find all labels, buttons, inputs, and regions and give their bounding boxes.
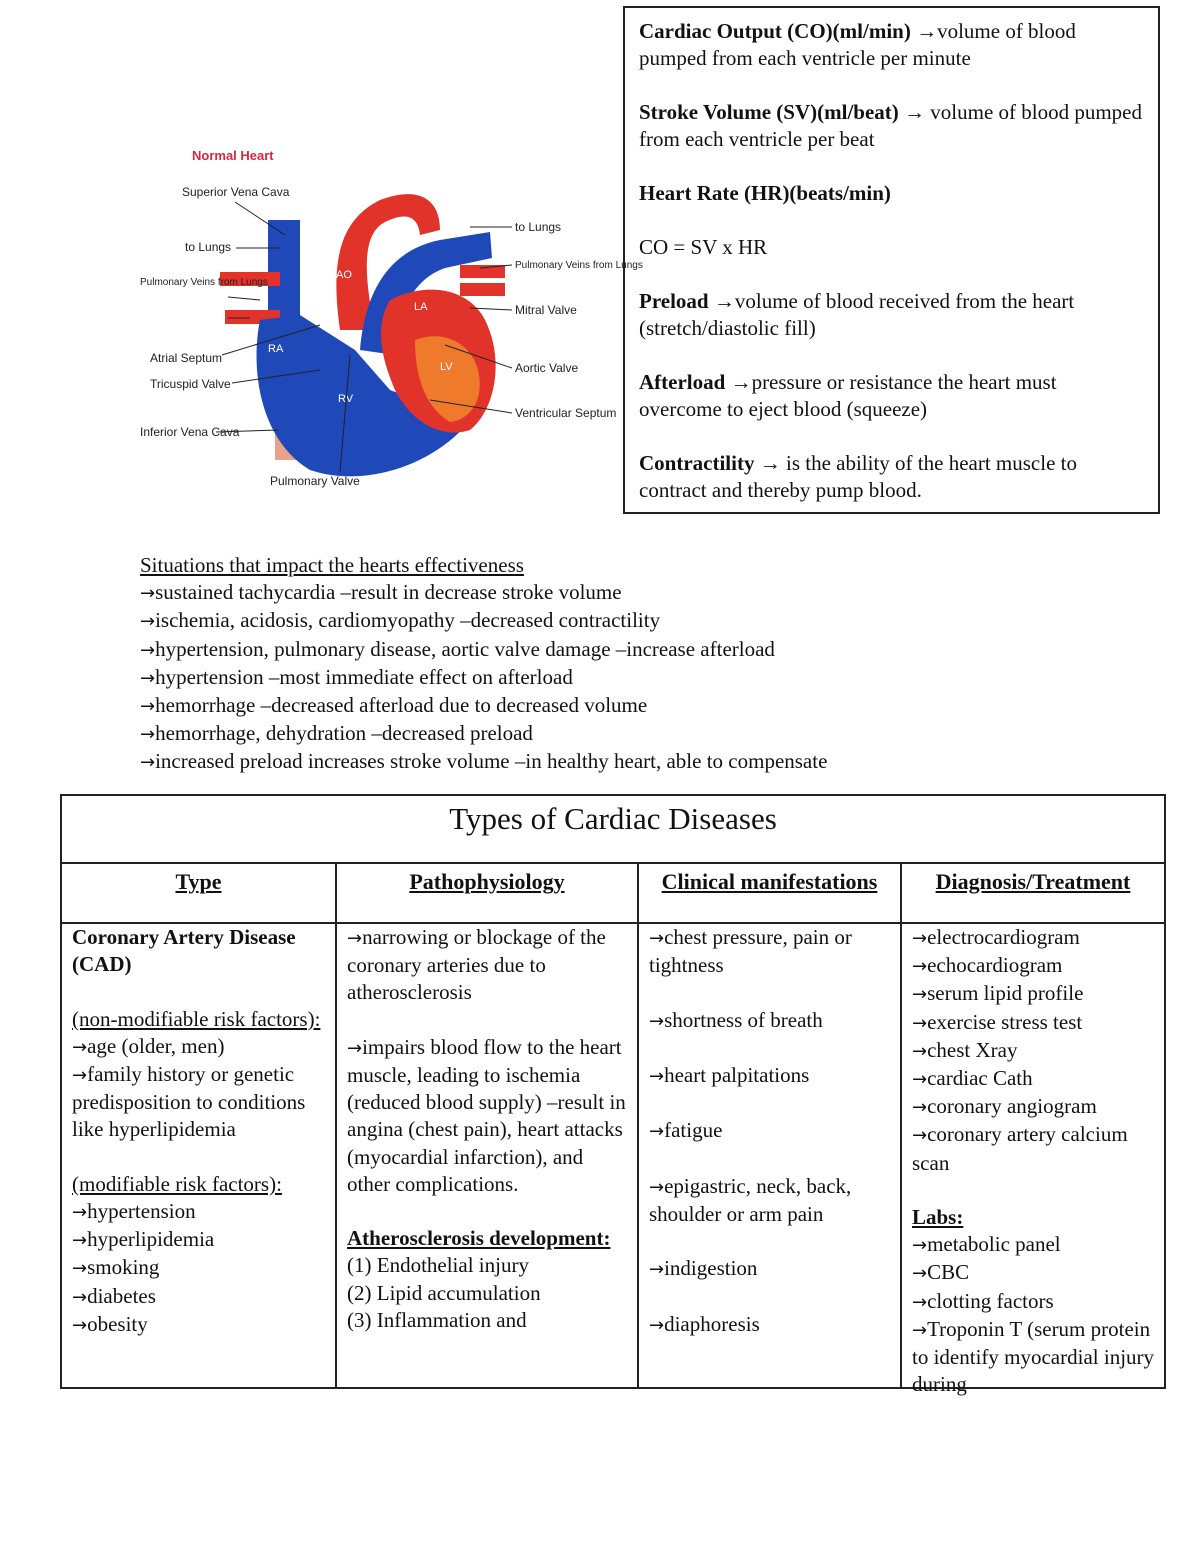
cell-clinical — [639, 924, 900, 1384]
label-to-lungs-right: to Lungs — [515, 220, 562, 234]
cell-diagnosis — [902, 924, 1164, 1397]
definition-hr: Heart Rate (HR)(beats/min) — [639, 181, 891, 205]
label-svc: Superior Vena Cava — [182, 185, 290, 199]
athero-step: (3) Inflammation and — [347, 1307, 527, 1332]
disease-name: Coronary Artery Disease (CAD) — [72, 925, 296, 977]
lab-item: →metabolic panel — [912, 1232, 1061, 1257]
column-clinical — [639, 864, 902, 1387]
lab-item: →Troponin T (serum protein to identify myocardial injury during — [912, 1316, 1155, 1397]
situations-section — [140, 552, 1040, 777]
clinical-item: →epigastric, neck, back, shoulder or arm pain — [649, 1173, 852, 1226]
label-mitral: Mitral Valve — [515, 303, 577, 317]
column-header-pathophysiology: Pathophysiology — [337, 864, 637, 924]
situation-item: →hypertension –most immediate effect on afterload — [140, 664, 573, 689]
label-pa: PA — [378, 253, 392, 265]
patho-item: →impairs blood flow to the heart muscle, leading to ischemia (reduced blood supply) –result in angina (chest pain), heart attacks (myocardial infarction), and other complications. — [347, 1034, 626, 1196]
table-title: Types of Cardiac Diseases — [62, 796, 1164, 864]
heart-diagram-title: Normal Heart — [192, 148, 274, 163]
label-aortic: Aortic Valve — [515, 361, 579, 375]
clinical-item: →heart palpitations — [649, 1062, 810, 1087]
patho-item: →narrowing or blockage of the coronary arteries due to atherosclerosis — [347, 925, 606, 1005]
diagnosis-item: →chest Xray — [912, 1037, 1018, 1062]
diagnosis-item: →electrocardiogram — [912, 925, 1080, 949]
label-lv: LV — [440, 361, 453, 373]
risk-item: →obesity — [72, 1311, 148, 1336]
definitions-box — [623, 6, 1160, 514]
definition-sv: Stroke Volume (SV)(ml/beat) → volume of blood pumped from each ventricle per beat — [639, 100, 1143, 151]
column-header-clinical: Clinical manifestations — [639, 864, 900, 924]
pulmonary-vein-right-1 — [460, 265, 505, 278]
label-ao: AO — [336, 269, 352, 281]
label-rv: RV — [338, 393, 354, 405]
diagnosis-item: →echocardiogram — [912, 953, 1063, 978]
pulmonary-vein-right-2 — [460, 283, 505, 296]
risk-item: →age (older, men) — [72, 1033, 225, 1058]
definition-co: Cardiac Output (CO)(ml/min) →volume of blood pumped from each ventricle per minute — [639, 19, 1076, 70]
nonmod-heading: (non-modifiable risk factors): — [72, 1006, 321, 1031]
situation-item: →hemorrhage –decreased afterload due to decreased volume — [140, 693, 648, 718]
lab-item: →clotting factors — [912, 1288, 1054, 1313]
label-la: LA — [414, 301, 428, 313]
athero-heading: Atherosclerosis development: — [347, 1226, 611, 1251]
cell-pathophysiology — [337, 924, 637, 1384]
column-pathophysiology — [337, 864, 639, 1387]
diagnosis-item: →coronary angiogram — [912, 1094, 1097, 1119]
clinical-item: →indigestion — [649, 1256, 758, 1281]
cardiac-diseases-table — [60, 794, 1166, 1397]
risk-item: →smoking — [72, 1255, 160, 1280]
diagnosis-item: →cardiac Cath — [912, 1066, 1033, 1091]
label-pv-left: Pulmonary Veins from Lungs — [140, 277, 268, 288]
diagnosis-item: →serum lipid profile — [912, 981, 1084, 1006]
column-type — [62, 864, 337, 1387]
situation-item: →hemorrhage, dehydration –decreased preload — [140, 721, 533, 746]
label-to-lungs-left: to Lungs — [185, 240, 232, 254]
athero-step: (2) Lipid accumulation — [347, 1280, 541, 1305]
athero-step: (1) Endothelial injury — [347, 1253, 529, 1278]
label-tricuspid: Tricuspid Valve — [150, 377, 231, 391]
definition-afterload: Afterload →pressure or resistance the heart must overcome to eject blood (squeeze) — [639, 370, 1057, 421]
risk-item: →family history or genetic predisposition to conditions like hyperlipidemia — [72, 1062, 306, 1142]
formula-co: CO = SV x HR — [639, 235, 768, 259]
clinical-item: →fatigue — [649, 1118, 723, 1143]
definition-preload: Preload →volume of blood received from the heart (stretch/diastolic fill) — [639, 289, 1075, 340]
risk-item: →hyperlipidemia — [72, 1227, 215, 1252]
clinical-item: →chest pressure, pain or tightness — [649, 925, 852, 978]
label-ra: RA — [268, 343, 284, 355]
labs-heading: Labs: — [912, 1205, 964, 1230]
cell-type — [62, 924, 335, 1384]
clinical-item: →shortness of breath — [649, 1007, 823, 1032]
risk-item: →hypertension — [72, 1199, 196, 1223]
definition-contractility: Contractility → is the ability of the heart muscle to contract and thereby pump blood. — [639, 451, 1077, 502]
situations-heading: Situations that impact the hearts effectiveness — [140, 553, 524, 577]
label-pv-right: Pulmonary Veins from Lungs — [515, 260, 643, 271]
situation-item: →ischemia, acidosis, cardiomyopathy –decreased contractility — [140, 608, 661, 633]
situation-item: →increased preload increases stroke volume –in healthy heart, able to compensate — [140, 749, 828, 774]
label-ivc: Inferior Vena Cava — [140, 425, 240, 439]
clinical-item: →diaphoresis — [649, 1311, 760, 1336]
label-pulmonary-valve: Pulmonary Valve — [270, 474, 360, 488]
situation-item: →hypertension, pulmonary disease, aortic valve damage –increase afterload — [140, 636, 775, 661]
heart-diagram — [140, 140, 643, 500]
mod-heading: (modifiable risk factors): — [72, 1171, 282, 1196]
label-atrial-septum: Atrial Septum — [150, 351, 223, 365]
diagnosis-item: →coronary artery calcium scan — [912, 1122, 1128, 1175]
column-diagnosis — [902, 864, 1164, 1397]
situation-item: →sustained tachycardia –result in decrease stroke volume — [140, 580, 622, 605]
risk-item: →diabetes — [72, 1283, 156, 1308]
column-header-diagnosis: Diagnosis/Treatment — [902, 864, 1164, 924]
lab-item: →CBC — [912, 1260, 970, 1285]
label-vent-septum: Ventricular Septum — [515, 406, 617, 420]
column-header-type: Type — [62, 864, 335, 924]
diagnosis-item: →exercise stress test — [912, 1009, 1083, 1034]
